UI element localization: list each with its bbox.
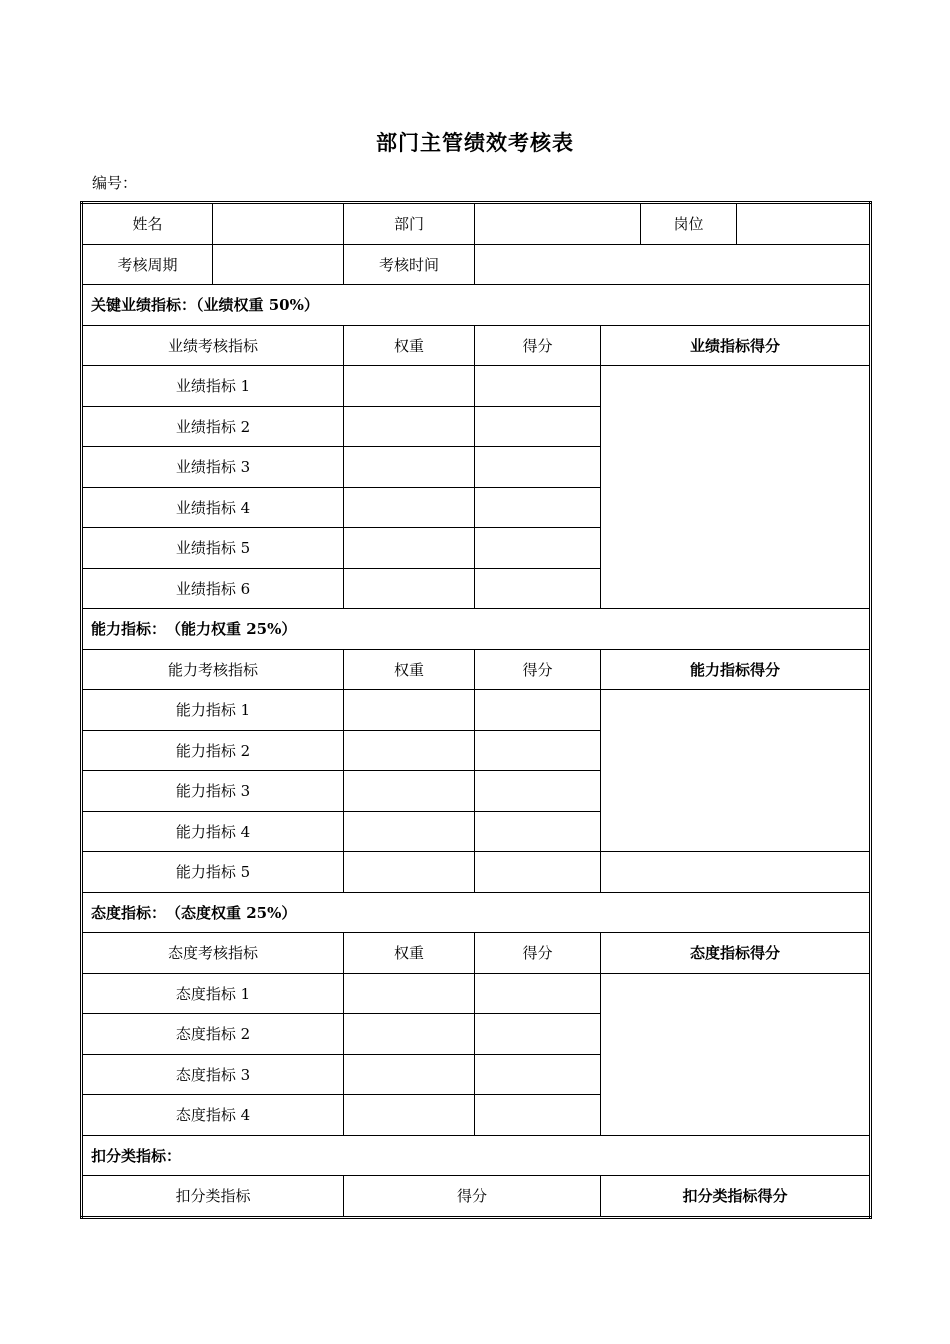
performance-item: 业绩指标 3 (82, 447, 344, 488)
attitude-item: 态度指标 2 (82, 1014, 344, 1055)
table-row (82, 852, 871, 893)
name-label: 姓名 (82, 203, 213, 245)
appraisal-table (80, 201, 872, 1219)
department-field[interactable] (475, 203, 641, 245)
weight-field[interactable] (344, 568, 475, 609)
weight-field[interactable] (344, 528, 475, 569)
table-row (82, 366, 871, 407)
deduction-col-total: 扣分类指标得分 (601, 1176, 871, 1218)
performance-col-score: 得分 (475, 325, 601, 366)
ability-col-total: 能力指标得分 (601, 649, 871, 690)
attitude-col-score: 得分 (475, 933, 601, 974)
deduction-col-score: 得分 (344, 1176, 601, 1218)
ability-total-field[interactable] (601, 690, 871, 852)
deduction-section-title: 扣分类指标： (82, 1135, 871, 1176)
score-field[interactable] (475, 568, 601, 609)
attitude-header-row (82, 933, 871, 974)
info-row-2 (82, 244, 871, 285)
performance-item: 业绩指标 5 (82, 528, 344, 569)
score-field[interactable] (475, 852, 601, 893)
time-label: 考核时间 (344, 244, 475, 285)
score-field[interactable] (475, 487, 601, 528)
attitude-col-indicator: 态度考核指标 (82, 933, 344, 974)
info-row-1 (82, 203, 871, 245)
attitude-item: 态度指标 3 (82, 1054, 344, 1095)
ability-col-weight: 权重 (344, 649, 475, 690)
score-field[interactable] (475, 1014, 601, 1055)
score-field[interactable] (475, 528, 601, 569)
deduction-section-row (82, 1135, 871, 1176)
weight-field[interactable] (344, 1054, 475, 1095)
ability-section-title: 能力指标： （能力权重 25%） (82, 609, 871, 650)
ability-header-row (82, 649, 871, 690)
attitude-item: 态度指标 1 (82, 973, 344, 1014)
performance-item: 业绩指标 1 (82, 366, 344, 407)
ability-extra-field[interactable] (601, 852, 871, 893)
time-field[interactable] (475, 244, 871, 285)
ability-item: 能力指标 5 (82, 852, 344, 893)
ability-item: 能力指标 1 (82, 690, 344, 731)
deduction-header-row (82, 1176, 871, 1218)
score-field[interactable] (475, 366, 601, 407)
weight-field[interactable] (344, 852, 475, 893)
table-row (82, 690, 871, 731)
attitude-section-title: 态度指标： （态度权重 25%） (82, 892, 871, 933)
score-field[interactable] (475, 447, 601, 488)
score-field[interactable] (475, 811, 601, 852)
attitude-item: 态度指标 4 (82, 1095, 344, 1136)
performance-col-total: 业绩指标得分 (601, 325, 871, 366)
department-label: 部门 (344, 203, 475, 245)
performance-col-indicator: 业绩考核指标 (82, 325, 344, 366)
ability-item: 能力指标 2 (82, 730, 344, 771)
deduction-col-indicator: 扣分类指标 (82, 1176, 344, 1218)
attitude-total-field[interactable] (601, 973, 871, 1135)
period-field[interactable] (213, 244, 344, 285)
ability-col-score: 得分 (475, 649, 601, 690)
weight-field[interactable] (344, 366, 475, 407)
performance-col-weight: 权重 (344, 325, 475, 366)
score-field[interactable] (475, 973, 601, 1014)
weight-field[interactable] (344, 811, 475, 852)
weight-field[interactable] (344, 690, 475, 731)
weight-field[interactable] (344, 973, 475, 1014)
performance-item: 业绩指标 2 (82, 406, 344, 447)
score-field[interactable] (475, 730, 601, 771)
name-field[interactable] (213, 203, 344, 245)
score-field[interactable] (475, 1054, 601, 1095)
score-field[interactable] (475, 1095, 601, 1136)
ability-section-row (82, 609, 871, 650)
table-row (82, 973, 871, 1014)
position-label: 岗位 (641, 203, 737, 245)
performance-header-row (82, 325, 871, 366)
score-field[interactable] (475, 406, 601, 447)
performance-section-title: 关键业绩指标：（业绩权重 50%） (82, 285, 871, 326)
score-field[interactable] (475, 690, 601, 731)
ability-item: 能力指标 3 (82, 771, 344, 812)
weight-field[interactable] (344, 1014, 475, 1055)
score-field[interactable] (475, 771, 601, 812)
position-field[interactable] (737, 203, 871, 245)
weight-field[interactable] (344, 487, 475, 528)
weight-field[interactable] (344, 447, 475, 488)
period-label: 考核周期 (82, 244, 213, 285)
weight-field[interactable] (344, 730, 475, 771)
ability-col-indicator: 能力考核指标 (82, 649, 344, 690)
performance-item: 业绩指标 4 (82, 487, 344, 528)
performance-total-field[interactable] (601, 366, 871, 609)
attitude-col-total: 态度指标得分 (601, 933, 871, 974)
attitude-section-row (82, 892, 871, 933)
attitude-col-weight: 权重 (344, 933, 475, 974)
page-title: 部门主管绩效考核表 (376, 130, 574, 155)
weight-field[interactable] (344, 1095, 475, 1136)
serial-number-label: 编号： (92, 174, 138, 192)
ability-item: 能力指标 4 (82, 811, 344, 852)
performance-item: 业绩指标 6 (82, 568, 344, 609)
weight-field[interactable] (344, 771, 475, 812)
performance-section-row (82, 285, 871, 326)
weight-field[interactable] (344, 406, 475, 447)
